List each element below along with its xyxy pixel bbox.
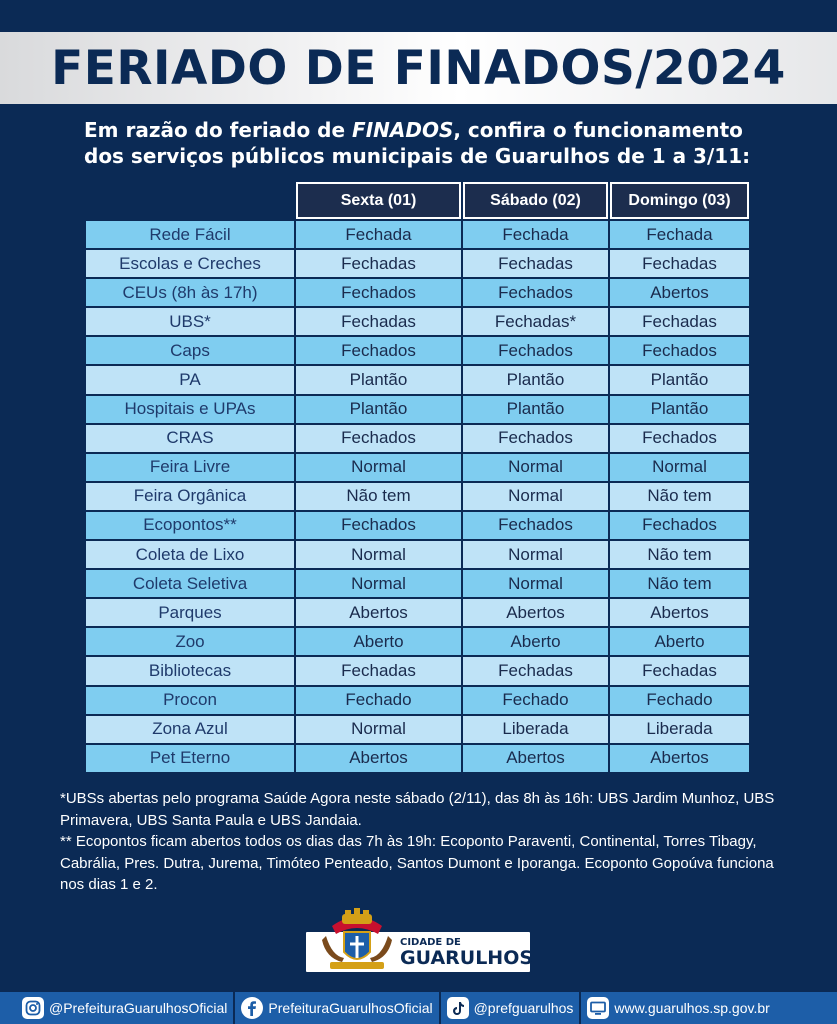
status-friday: Normal bbox=[296, 541, 461, 568]
intro-text bbox=[84, 117, 784, 169]
page-title: FERIADO DE FINADOS/2024 bbox=[51, 40, 786, 96]
status-saturday: Fechados bbox=[463, 279, 608, 306]
status-saturday: Liberada bbox=[463, 716, 608, 743]
status-saturday: Aberto bbox=[463, 628, 608, 655]
status-friday: Fechados bbox=[296, 512, 461, 539]
status-friday: Não tem bbox=[296, 483, 461, 510]
table-row bbox=[86, 279, 749, 306]
status-saturday: Abertos bbox=[463, 599, 608, 626]
coat-of-arms-icon bbox=[312, 906, 402, 974]
facebook-icon bbox=[241, 997, 263, 1019]
status-sunday: Não tem bbox=[610, 483, 749, 510]
table-row bbox=[86, 541, 749, 568]
footer-instagram-text: @PrefeituraGuarulhosOficial bbox=[49, 1000, 228, 1016]
status-sunday: Abertos bbox=[610, 745, 749, 772]
service-name: CRAS bbox=[86, 425, 294, 452]
status-sunday: Fechada bbox=[610, 221, 749, 248]
status-friday: Aberto bbox=[296, 628, 461, 655]
status-sunday: Liberada bbox=[610, 716, 749, 743]
status-sunday: Fechados bbox=[610, 425, 749, 452]
status-saturday: Fechados bbox=[463, 425, 608, 452]
table-row bbox=[86, 483, 749, 510]
status-friday: Plantão bbox=[296, 366, 461, 393]
table-row bbox=[86, 512, 749, 539]
service-name: PA bbox=[86, 366, 294, 393]
status-sunday: Não tem bbox=[610, 570, 749, 597]
header-sunday: Domingo (03) bbox=[610, 182, 749, 219]
instagram-icon bbox=[22, 997, 44, 1019]
table-row bbox=[86, 716, 749, 743]
footer-facebook-text: PrefeituraGuarulhosOficial bbox=[268, 1000, 433, 1016]
status-sunday: Plantão bbox=[610, 366, 749, 393]
schedule-table bbox=[84, 180, 751, 774]
status-sunday: Fechadas bbox=[610, 308, 749, 335]
footer-tiktok[interactable] bbox=[439, 992, 580, 1024]
service-name: Zona Azul bbox=[86, 716, 294, 743]
header-blank bbox=[86, 182, 294, 219]
status-friday: Normal bbox=[296, 716, 461, 743]
table-row bbox=[86, 570, 749, 597]
status-sunday: Fechados bbox=[610, 512, 749, 539]
intro-pre: Em razão do feriado de bbox=[84, 118, 353, 142]
status-friday: Fechadas bbox=[296, 657, 461, 684]
footer-website-text: www.guarulhos.sp.gov.br bbox=[614, 1000, 770, 1016]
service-name: UBS* bbox=[86, 308, 294, 335]
status-saturday: Fechado bbox=[463, 687, 608, 714]
title-banner bbox=[0, 32, 837, 104]
service-name: Bibliotecas bbox=[86, 657, 294, 684]
service-name: Coleta Seletiva bbox=[86, 570, 294, 597]
status-saturday: Normal bbox=[463, 541, 608, 568]
status-friday: Fechadas bbox=[296, 250, 461, 277]
service-name: Procon bbox=[86, 687, 294, 714]
service-name: Feira Livre bbox=[86, 454, 294, 481]
service-name: Pet Eterno bbox=[86, 745, 294, 772]
status-sunday: Fechadas bbox=[610, 657, 749, 684]
table-row bbox=[86, 250, 749, 277]
footnote-ubs: *UBSs abertas pelo programa Saúde Agora neste sábado (2/11), das 8h às 16h: UBS Jardim Munhoz, UBS Primavera, UBS Santa Paula e UBS Jandaia. bbox=[60, 790, 775, 829]
service-name: Rede Fácil bbox=[86, 221, 294, 248]
service-name: CEUs (8h às 17h) bbox=[86, 279, 294, 306]
table-row bbox=[86, 425, 749, 452]
status-saturday: Fechadas bbox=[463, 250, 608, 277]
status-friday: Fechada bbox=[296, 221, 461, 248]
footer-instagram[interactable] bbox=[0, 992, 233, 1024]
service-name: Caps bbox=[86, 337, 294, 364]
status-sunday: Fechadas bbox=[610, 250, 749, 277]
table-row bbox=[86, 745, 749, 772]
status-sunday: Fechado bbox=[610, 687, 749, 714]
status-friday: Fechadas bbox=[296, 308, 461, 335]
status-saturday: Fechada bbox=[463, 221, 608, 248]
status-saturday: Normal bbox=[463, 483, 608, 510]
service-name: Escolas e Creches bbox=[86, 250, 294, 277]
status-friday: Normal bbox=[296, 454, 461, 481]
logo-line2: GUARULHOS bbox=[400, 947, 534, 969]
status-sunday: Abertos bbox=[610, 599, 749, 626]
status-saturday: Normal bbox=[463, 454, 608, 481]
status-friday: Normal bbox=[296, 570, 461, 597]
status-saturday: Plantão bbox=[463, 396, 608, 423]
status-saturday: Normal bbox=[463, 570, 608, 597]
service-name: Hospitais e UPAs bbox=[86, 396, 294, 423]
intro-highlight: FINADOS bbox=[352, 118, 454, 142]
status-friday: Fechados bbox=[296, 337, 461, 364]
tiktok-icon bbox=[447, 997, 469, 1019]
service-name: Feira Orgânica bbox=[86, 483, 294, 510]
footer-website[interactable] bbox=[579, 992, 775, 1024]
table-row bbox=[86, 366, 749, 393]
status-saturday: Fechados bbox=[463, 337, 608, 364]
status-friday: Fechados bbox=[296, 279, 461, 306]
status-friday: Plantão bbox=[296, 396, 461, 423]
footnotes bbox=[60, 788, 800, 896]
footer-facebook[interactable] bbox=[233, 992, 438, 1024]
status-saturday: Fechadas* bbox=[463, 308, 608, 335]
status-sunday: Não tem bbox=[610, 541, 749, 568]
status-sunday: Plantão bbox=[610, 396, 749, 423]
status-sunday: Abertos bbox=[610, 279, 749, 306]
header-saturday: Sábado (02) bbox=[463, 182, 608, 219]
table-row bbox=[86, 599, 749, 626]
website-icon bbox=[587, 997, 609, 1019]
header-friday: Sexta (01) bbox=[296, 182, 461, 219]
service-name: Ecopontos** bbox=[86, 512, 294, 539]
status-sunday: Normal bbox=[610, 454, 749, 481]
city-logo bbox=[302, 906, 534, 974]
status-saturday: Fechados bbox=[463, 512, 608, 539]
status-saturday: Plantão bbox=[463, 366, 608, 393]
table-row bbox=[86, 454, 749, 481]
table-row bbox=[86, 221, 749, 248]
status-friday: Fechados bbox=[296, 425, 461, 452]
status-friday: Fechado bbox=[296, 687, 461, 714]
status-saturday: Abertos bbox=[463, 745, 608, 772]
table-row bbox=[86, 657, 749, 684]
status-friday: Abertos bbox=[296, 745, 461, 772]
status-friday: Abertos bbox=[296, 599, 461, 626]
intro-post: , confira o funcionamento dos serviços públicos municipais de Guarulhos de 1 a 3/11: bbox=[84, 118, 751, 168]
service-name: Zoo bbox=[86, 628, 294, 655]
table-row bbox=[86, 628, 749, 655]
logo-line1: CIDADE DE bbox=[400, 937, 461, 948]
service-name: Coleta de Lixo bbox=[86, 541, 294, 568]
footer-tiktok-text: @prefguarulhos bbox=[473, 1000, 574, 1016]
service-name: Parques bbox=[86, 599, 294, 626]
footnote-ecopontos: ** Ecopontos ficam abertos todos os dias das 7h às 19h: Ecoponto Paraventi, Continental, Torres Tibagy, Cabrália, Pres. Dutra, Jurema, Timóteo Penteado, Santos Dumont e Iporanga. Ecoponto Gopoúva funciona nos dias 1 e 2. bbox=[60, 833, 774, 893]
social-footer bbox=[0, 992, 837, 1024]
status-sunday: Fechados bbox=[610, 337, 749, 364]
table-row bbox=[86, 687, 749, 714]
table-row bbox=[86, 308, 749, 335]
table-row bbox=[86, 337, 749, 364]
status-sunday: Aberto bbox=[610, 628, 749, 655]
header-row bbox=[86, 182, 749, 219]
table-row bbox=[86, 396, 749, 423]
status-saturday: Fechadas bbox=[463, 657, 608, 684]
